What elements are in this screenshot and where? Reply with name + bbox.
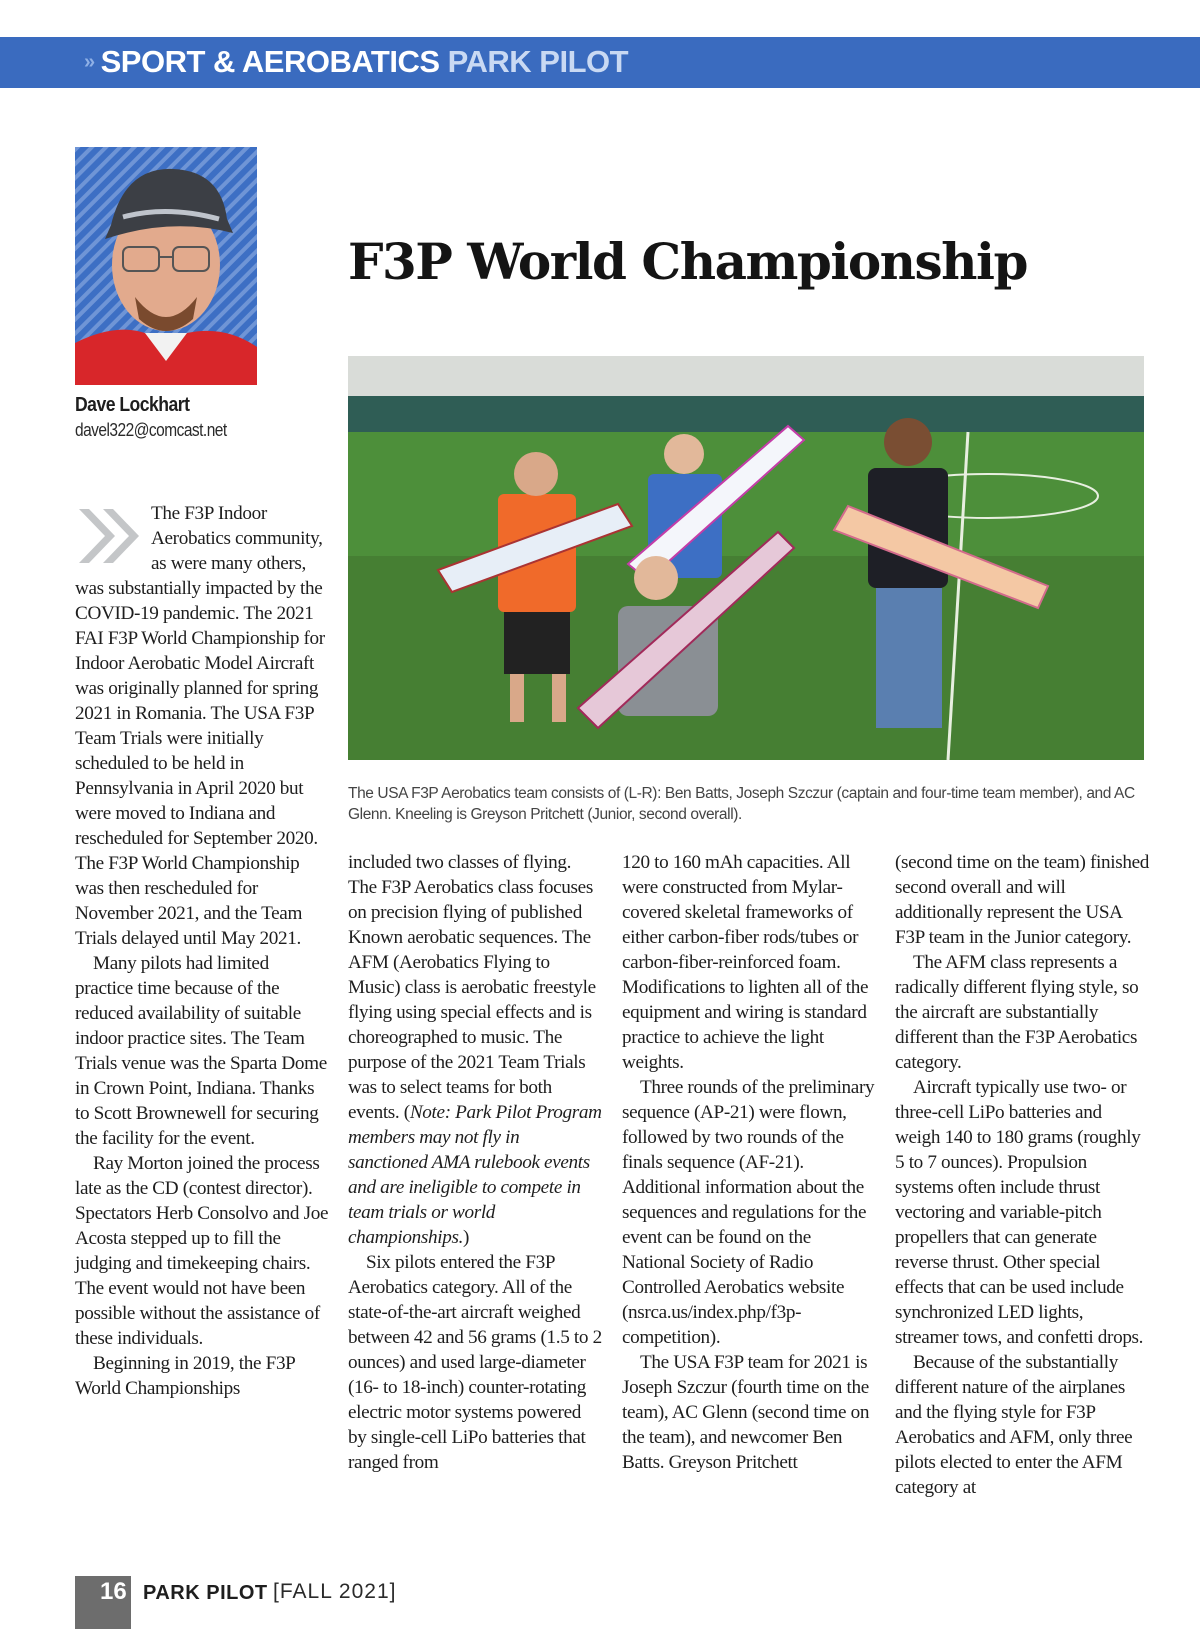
article-paragraph: The F3P Indoor Aerobatics community, as were many others, was substantially impacted by the COVID-19 pandemic. The 2021 FAI F3P World Championship for Indoor Aerobatic Model Aircraft was originally planned for spring 2021 in Romania. The USA F3P Team Trials were initially scheduled to be held in Pennsylvania in April 2020 but were moved to Indiana and rescheduled for September 2020. The F3P World Championship was then rescheduled for November 2021, and the Team Trials delayed until May 2021. (75, 503, 325, 949)
double-chevron-icon (75, 501, 145, 571)
article-paragraph: 120 to 160 mAh capacities. All were constructed from Mylar-covered skeletal frameworks of either carbon-fiber rods/tubes or carbon-fiber-reinforced foam. Modifications to lighten all of the equipment and wiring is standard practice to achieve the light weights. (622, 852, 869, 1073)
article-text: ) (463, 1227, 470, 1248)
article-paragraph: The USA F3P team for 2021 is Joseph Szczur (fourth time on the team), AC Glenn (second time on the team), and newcomer Ben Batts. Greyson Pritchett (622, 1352, 870, 1473)
team-photo (348, 356, 1144, 760)
article-paragraph: Many pilots had limited practice time because of the reduced availability of suitable indoor practice sites. The Team Trials venue was the Sparta Dome in Crown Point, Indiana. Thanks to Scott Brownewell for securing the facility for the event. (75, 953, 327, 1149)
section-subname: PARK PILOT (447, 44, 629, 79)
section-name: SPORT & AEROBATICS (100, 44, 440, 79)
author-photo (75, 147, 257, 385)
article-column-3 (622, 850, 876, 1475)
article-paragraph: Because of the substantially different nature of the airplanes and the flying style for F3P Aerobatics and AFM, only three pilots elected to enter the AFM category at (895, 1352, 1133, 1498)
section-header (84, 44, 628, 80)
page-number: 16 (100, 1578, 127, 1605)
article-paragraph: Aircraft typically use two- or three-cell LiPo batteries and weigh 140 to 180 grams (roughly 5 to 7 ounces). Propulsion systems often include thrust vectoring and variable-pitch propellers that can generate reverse thrust. Other special effects that can be used include synchronized LED lights, streamer tows, and confetti drops. (895, 1077, 1144, 1348)
article-title: F3P World Championship (348, 232, 1027, 291)
article-text: included two classes of flying. The F3P Aerobatics class focuses on precision flying of published Known aerobatic sequences. The AFM (Aerobatics Flying to Music) class is aerobatic freestyle flying using special effects and is choreographed to music. The purpose of the 2021 Team Trials was to select teams for both events. ( (348, 852, 596, 1123)
header-chevron-icon: » (84, 51, 95, 73)
article-paragraph: Beginning in 2019, the F3P World Championships (75, 1353, 295, 1399)
author-name: Dave Lockhart (75, 394, 190, 416)
article-paragraph: Ray Morton joined the process late as the CD (contest director). Spectators Herb Consolvo and Joe Acosta stepped up to fill the judging and timekeeping chairs. The event would not have been possible without the assistance of these individuals. (75, 1153, 329, 1349)
footer-publication: PARK PILOT (143, 1582, 268, 1604)
article-paragraph: Three rounds of the preliminary sequence (AP-21) were flown, followed by two rounds of the finals sequence (AF-21). Additional information about the sequences and regulations for the event can be found on the National Society of Radio Controlled Aerobatics website (nsrca.us/index.php/f3p-competition). (622, 1077, 875, 1348)
author-email: davel322@comcast.net (75, 420, 227, 440)
article-paragraph: (second time on the team) finished second overall and will additionally represent the USA F3P team in the Junior category. (895, 852, 1149, 948)
editor-note: Note: Park Pilot Program members may not fly in sanctioned AMA rulebook events and are ineligible to compete in team trials or world championships. (348, 1102, 602, 1248)
article-column-4 (895, 850, 1149, 1500)
article-paragraph (348, 850, 602, 1250)
article-column-2 (348, 850, 602, 1475)
photo-caption: The USA F3P Aerobatics team consists of (L-R): Ben Batts, Joseph Szczur (captain and four-time team member), and AC Glenn. Kneeling is Greyson Pritchett (Junior, second overall). (348, 785, 1135, 823)
article-paragraph: Six pilots entered the F3P Aerobatics category. All of the state-of-the-art aircraft weighed between 42 and 56 grams (1.5 to 2 ounces) and used large-diameter (16- to 18-inch) counter-rotating electric motor systems powered by single-cell LiPo batteries that ranged from (348, 1252, 602, 1473)
article-column-1 (75, 501, 329, 1401)
footer-issue: [FALL 2021] (273, 1580, 397, 1603)
article-paragraph: The AFM class represents a radically different flying style, so the aircraft are substantially different than the F3P Aerobatics category. (895, 952, 1139, 1073)
